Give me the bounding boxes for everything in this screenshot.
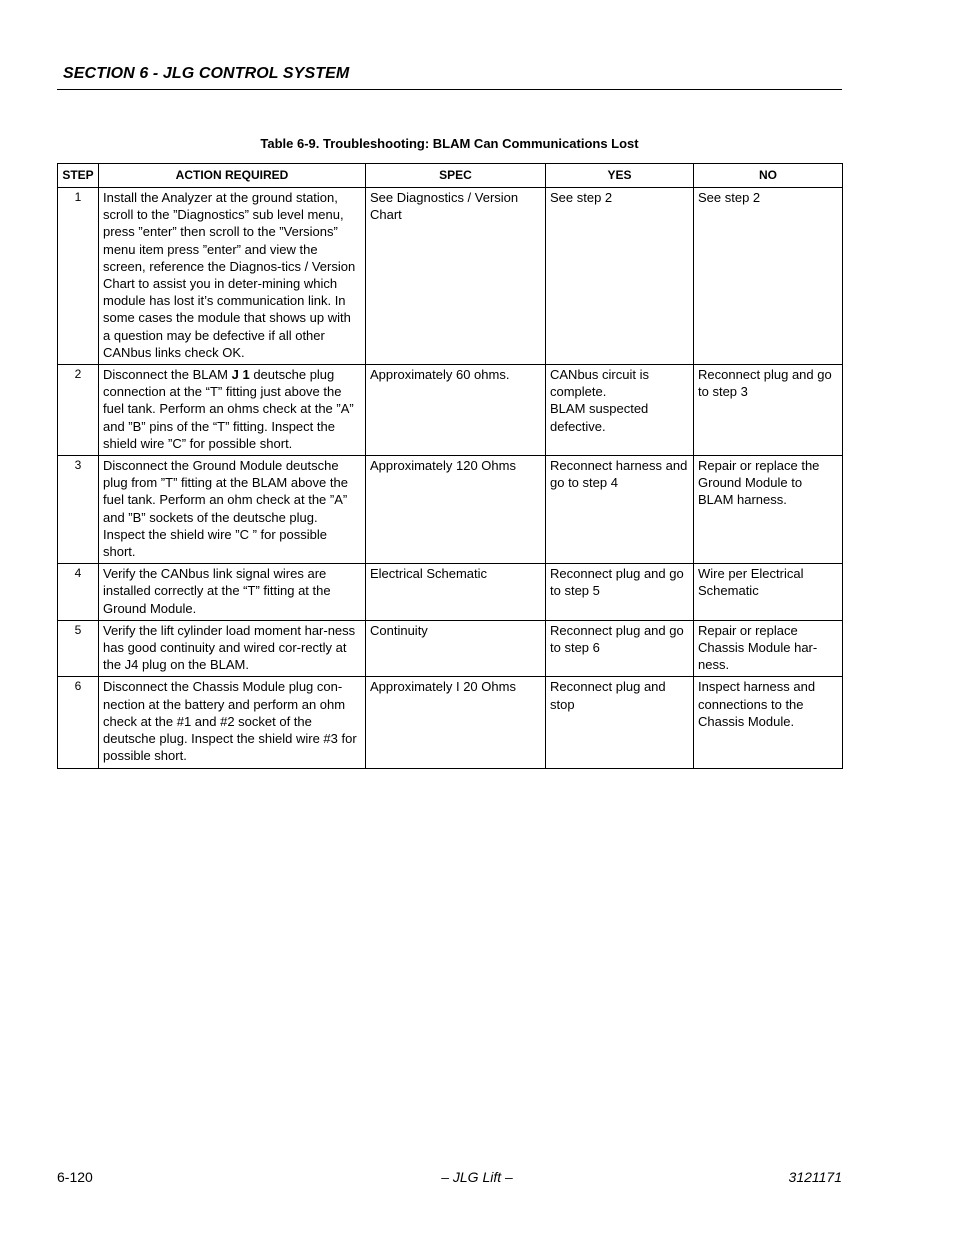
table-row [58,188,843,365]
action-cell: Verify the lift cylinder load moment har-ness has good continuity and wired cor-rectly at the J4 plug on the BLAM. [99,620,366,677]
column-header-action: ACTION REQUIRED [99,164,366,188]
step-cell: 4 [58,564,99,621]
action-text: Disconnect the BLAM [103,367,232,383]
document-number: 3121171 [788,1169,842,1185]
yes-cell: Reconnect plug and go to step 5 [546,564,694,621]
spec-cell: Approximately 120 Ohms [366,456,546,564]
page-number: 6-120 [57,1169,93,1185]
table-row [58,677,843,768]
column-header-spec: SPEC [366,164,546,188]
spec-cell: Continuity [366,620,546,677]
spec-cell: Approximately 60 ohms. [366,365,546,456]
yes-line: CANbus circuit is complete. [550,367,649,400]
no-cell: Repair or replace Chassis Module har-ness. [694,620,843,677]
no-cell: Inspect harness and connections to the Chassis Module. [694,677,843,768]
yes-cell: Reconnect plug and stop [546,677,694,768]
step-cell: 1 [58,188,99,365]
no-cell: Reconnect plug and go to step 3 [694,365,843,456]
header-rule [57,89,842,90]
table-row [58,456,843,564]
yes-line: BLAM suspected defective. [550,401,649,434]
column-header-step: STEP [58,164,99,188]
column-header-yes: YES [546,164,694,188]
action-cell: Disconnect the Chassis Module plug con-nection at the battery and perform an ohm check at the #1 and #2 socket of the deutsche plug. Inspect the shield wire #3 for possible short. [99,677,366,768]
section-title: SECTION 6 - JLG CONTROL SYSTEM [63,65,350,82]
step-cell: 5 [58,620,99,677]
yes-cell: Reconnect harness and go to step 4 [546,456,694,564]
action-cell: Install the Analyzer at the ground station, scroll to the ”Diagnostics” sub level menu, press ”enter” then scroll to the ”Versions” menu item press ”enter” and view the screen, reference the Diagnos-tics / Version Chart to assist you in deter-mining which module has lost it’s communication link. In some cases the module that shows up with a question may be defective if all other CANbus links check OK. [99,188,366,365]
table-caption: Table 6-9. Troubleshooting: BLAM Can Communications Lost [260,136,639,151]
spec-cell: See Diagnostics / Version Chart [366,188,546,365]
table-row [58,564,843,621]
action-text: deutsche plug connection at the “T” fitting just above the fuel tank. Perform an ohms check at the ”A” and ”B” pins of the “T” fitting. Inspect the shield wire ”C” for possible short. [103,367,354,451]
spec-cell: Approximately I 20 Ohms [366,677,546,768]
column-header-no: NO [694,164,843,188]
step-cell: 6 [58,677,99,768]
action-cell [99,365,366,456]
step-cell: 3 [58,456,99,564]
table-row [58,365,843,456]
table-header-row [58,164,843,188]
no-cell: See step 2 [694,188,843,365]
action-cell: Disconnect the Ground Module deutsche plug from ”T” fitting at the BLAM above the fuel tank. Perform an ohm check at the ”A” and ”B” sockets of the deutsche plug. Inspect the shield wire ”C ” for possible short. [99,456,366,564]
action-bold-text: J 1 [231,367,250,383]
yes-cell: Reconnect plug and go to step 6 [546,620,694,677]
yes-cell [546,365,694,456]
table-row [58,620,843,677]
yes-cell: See step 2 [546,188,694,365]
no-cell: Repair or replace the Ground Module to BLAM harness. [694,456,843,564]
action-cell: Verify the CANbus link signal wires are installed correctly at the “T” fitting at the Ground Module. [99,564,366,621]
troubleshooting-table [57,163,843,769]
publisher-footer: – JLG Lift – [441,1169,513,1185]
step-cell: 2 [58,365,99,456]
spec-cell: Electrical Schematic [366,564,546,621]
no-cell: Wire per Electrical Schematic [694,564,843,621]
